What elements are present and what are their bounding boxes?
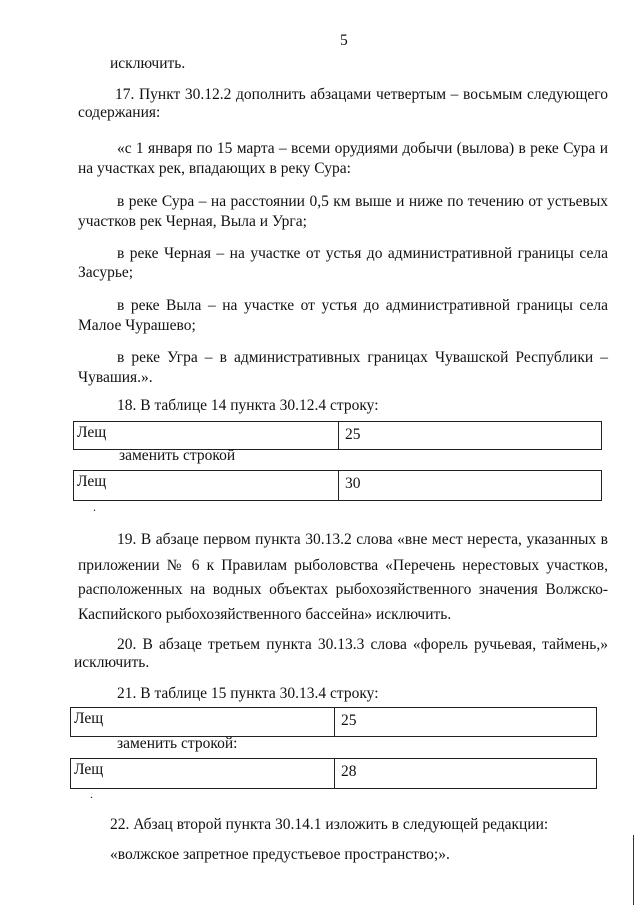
text-line: «волжское запретное предустьевое пространство;». [110, 846, 450, 863]
text-line: исключить. [74, 654, 150, 671]
text-line: Чувашия.». [78, 369, 153, 386]
replacement-row-table [73, 470, 602, 501]
fish-name-cell: Лещ [74, 422, 339, 449]
text-line: приложении № 6 к Правилам рыболовства «Перечень нерестовых участков, [78, 557, 608, 574]
text-line: 19. В абзаце первом пункта 30.13.2 слова «вне мест нереста, указанных в [117, 531, 608, 548]
dot-mark: . [93, 500, 96, 514]
text-line: содержания: [78, 104, 161, 121]
text-line: заменить строкой: [117, 735, 238, 752]
scan-edge-line [633, 835, 634, 905]
value-cell: 25 [341, 712, 357, 729]
text-line: расположенных на водных объектах рыбохозяйственного значения Волжско- [78, 581, 608, 598]
value-cell: 28 [341, 763, 357, 780]
text-line: на участках рек, впадающих в реку Сура: [78, 160, 351, 177]
text-line: «с 1 января по 15 марта – всеми орудиями добычи (вылова) в реке Сура и [117, 140, 608, 157]
page-number: 5 [340, 32, 348, 49]
text-line: Каспийского рыбохозяйственного бассейна» исключить. [78, 606, 452, 623]
text-line: Малое Чурашево; [78, 317, 196, 334]
replaced-row-table [70, 707, 597, 737]
fish-name-cell: Лещ [71, 708, 335, 736]
fish-name-cell: Лещ [71, 759, 335, 788]
text-line: 17. Пункт 30.12.2 дополнить абзацами четвертым – восьмым следующего [115, 86, 608, 103]
text-line: 18. В таблице 14 пункта 30.12.4 строку: [117, 397, 379, 414]
text-line: исключить. [110, 55, 186, 72]
text-line: Засурье; [78, 264, 134, 281]
text-line: 21. В таблице 15 пункта 30.13.4 строку: [117, 685, 379, 702]
text-line: 22. Абзац второй пункта 30.14.1 изложить в следующей редакции: [110, 816, 549, 833]
text-line: в реке Сура – на расстоянии 0,5 км выше и ниже по течению от устьевых [117, 193, 608, 210]
text-line: заменить строкой [119, 447, 236, 464]
value-cell: 30 [345, 475, 361, 492]
text-line: 20. В абзаце третьем пункта 30.13.3 слова «форель ручьевая, таймень,» [117, 636, 608, 653]
replacement-row-table [70, 758, 597, 789]
text-line: в реке Угра – в административных границах Чувашской Республики – [117, 349, 608, 366]
value-cell: 25 [345, 426, 361, 443]
text-line: в реке Выла – на участке от устья до административной границы села [117, 297, 608, 314]
text-line: в реке Черная – на участке от устья до административной границы села [117, 245, 608, 262]
text-line: участков рек Черная, Выла и Урга; [78, 213, 307, 230]
dot-mark: . [90, 787, 93, 801]
fish-name-cell: Лещ [74, 471, 339, 500]
